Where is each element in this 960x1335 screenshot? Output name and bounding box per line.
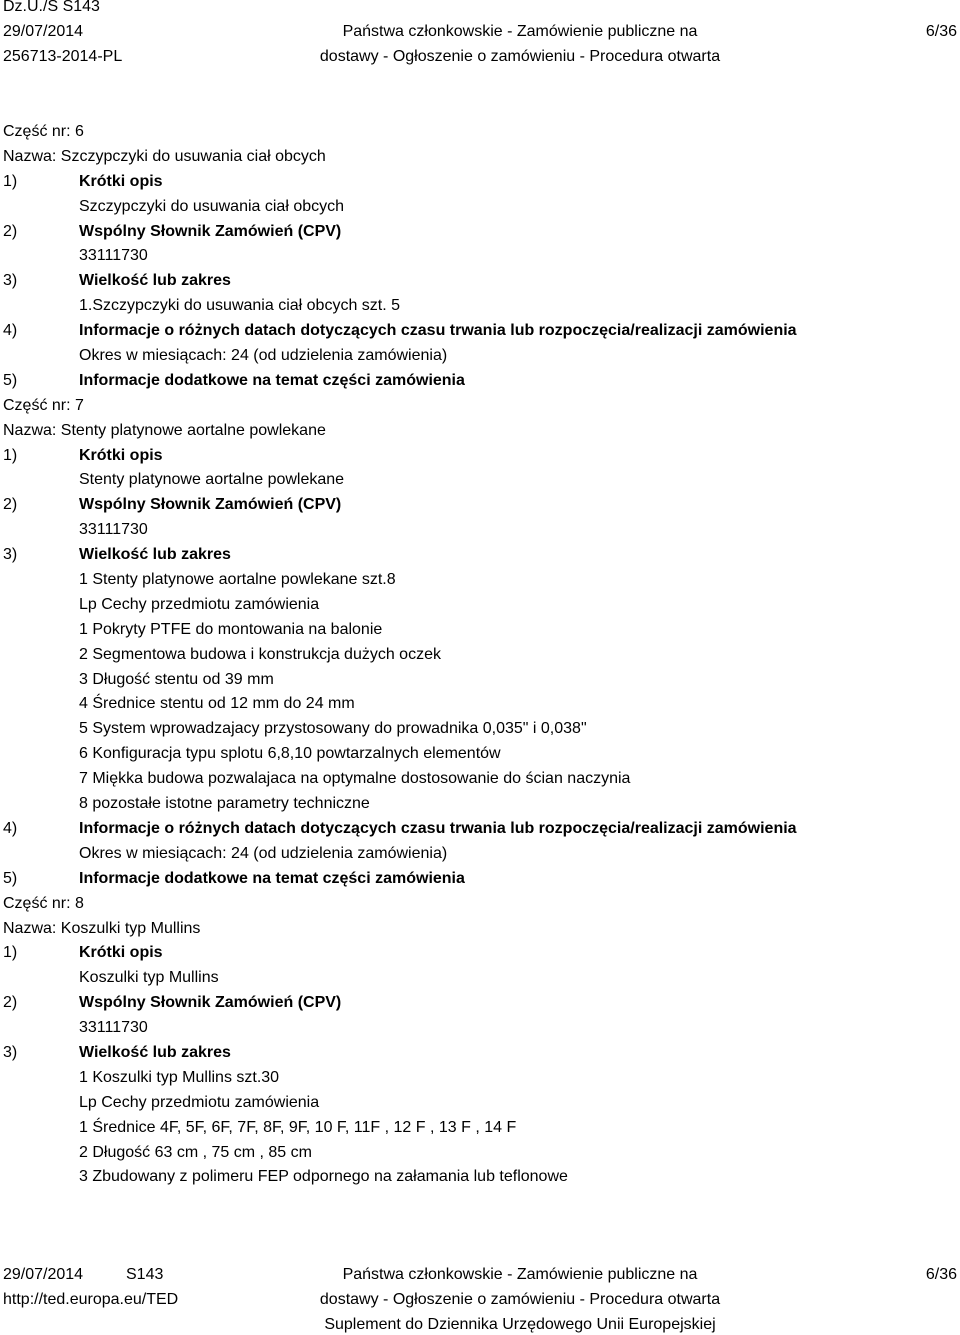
- body-line: [0, 1141, 960, 1166]
- notice-id: 256713-2014-PL: [3, 48, 123, 65]
- body-text: Okres w miesiącach: 24 (od udzielenia zamówienia): [79, 844, 448, 862]
- section-title: Wielkość lub zakres: [79, 546, 231, 564]
- section-heading: [0, 493, 960, 518]
- body-line: [0, 966, 960, 991]
- body-line: [0, 767, 960, 792]
- body-text: 3 Długość stentu od 39 mm: [79, 670, 274, 688]
- section-number: 3): [3, 546, 18, 564]
- part-line: [0, 394, 960, 419]
- part-text: Część nr: 8: [3, 894, 84, 912]
- section-heading: [0, 991, 960, 1016]
- part-text: Część nr: 6: [3, 123, 84, 140]
- header-title-line2: dostawy - Ogłoszenie o zamówieniu - Procedura otwarta: [319, 48, 721, 65]
- section-heading: [0, 867, 960, 892]
- document-body: [0, 120, 960, 1190]
- footer-date: 29/07/2014: [3, 1266, 84, 1283]
- section-title: Wspólny Słownik Zamówień (CPV): [79, 496, 342, 514]
- section-heading: [0, 444, 960, 469]
- section-heading: [0, 369, 960, 394]
- body-text: 1 Średnice 4F, 5F, 6F, 7F, 8F, 9F, 10 F, 11F , 12 F , 13 F , 14 F: [79, 1118, 517, 1136]
- section-title: Krótki opis: [79, 944, 163, 962]
- body-text: 33111730: [79, 521, 148, 539]
- body-line: [0, 1091, 960, 1116]
- journal-ref: Dz.U./S S143: [3, 0, 100, 15]
- part-line: [0, 120, 960, 145]
- section-heading: [0, 319, 960, 344]
- part-text: Część nr: 7: [3, 396, 84, 414]
- section-title: Wspólny Słownik Zamówień (CPV): [79, 222, 342, 240]
- body-text: 33111730: [79, 247, 148, 265]
- section-title: Wielkość lub zakres: [79, 1043, 231, 1061]
- section-heading: [0, 1041, 960, 1066]
- body-text: 2 Segmentowa budowa i konstrukcja dużych oczek: [79, 645, 441, 663]
- section-number: 1): [3, 446, 18, 464]
- section-title: Informacje o różnych datach dotyczących czasu trwania lub rozpoczęcia/realizacji zamówienia: [79, 819, 797, 837]
- section-number: 4): [3, 322, 18, 340]
- body-text: 1 Koszulki typ Mullins szt.30: [79, 1068, 280, 1086]
- body-text: 6 Konfiguracja typu splotu 6,8,10 powtarzalnych elementów: [79, 745, 501, 763]
- body-text: Okres w miesiącach: 24 (od udzielenia zamówienia): [79, 347, 448, 365]
- section-title: Krótki opis: [79, 446, 163, 464]
- part-line: [0, 917, 960, 942]
- body-text: 1.Szczypczyki do usuwania ciał obcych szt. 5: [79, 297, 401, 315]
- section-number: 1): [3, 944, 18, 962]
- body-line: [0, 842, 960, 867]
- footer-title-line2: dostawy - Ogłoszenie o zamówieniu - Procedura otwarta: [319, 1291, 721, 1308]
- body-line: [0, 643, 960, 668]
- body-line: [0, 593, 960, 618]
- part-line: [0, 419, 960, 444]
- body-text: 7 Miękka budowa pozwalajaca na optymalne dostosowanie do ścian naczynia: [79, 770, 631, 788]
- body-line: [0, 1066, 960, 1091]
- footer-title-line3: Suplement do Dziennika Urzędowego Unii Europejskiej: [324, 1316, 716, 1333]
- header-date: 29/07/2014: [3, 23, 84, 40]
- body-line: [0, 717, 960, 742]
- section-title: Wspólny Słownik Zamówień (CPV): [79, 994, 342, 1012]
- part-text: Nazwa: Koszulki typ Mullins: [3, 919, 201, 937]
- body-line: [0, 344, 960, 369]
- body-line: [0, 468, 960, 493]
- body-text: Lp Cechy przedmiotu zamówienia: [79, 595, 320, 613]
- body-line: [0, 692, 960, 717]
- page-footer: [0, 1263, 960, 1334]
- body-text: Koszulki typ Mullins: [79, 969, 219, 987]
- section-heading: [0, 269, 960, 294]
- body-line: [0, 568, 960, 593]
- body-text: 3 Zbudowany z polimeru FEP odpornego na załamania lub teflonowe: [79, 1168, 568, 1186]
- footer-title-line1: Państwa członkowskie - Zamówienie publiczne na: [342, 1266, 698, 1283]
- part-line: [0, 892, 960, 917]
- section-heading: [0, 220, 960, 245]
- body-line: [0, 742, 960, 767]
- footer-url[interactable]: http://ted.europa.eu/TED: [3, 1291, 179, 1308]
- body-line: [0, 1165, 960, 1190]
- body-text: 1 Stenty platynowe aortalne powlekane szt.8: [79, 571, 396, 589]
- body-line: [0, 1116, 960, 1141]
- body-text: 2 Długość 63 cm , 75 cm , 85 cm: [79, 1143, 312, 1161]
- body-line: [0, 668, 960, 693]
- body-text: Stenty platynowe aortalne powlekane: [79, 471, 345, 489]
- section-number: 2): [3, 994, 18, 1012]
- body-line: [0, 244, 960, 269]
- section-number: 1): [3, 172, 18, 190]
- section-title: Krótki opis: [79, 172, 163, 190]
- body-text: Szczypczyki do usuwania ciał obcych: [79, 197, 345, 215]
- section-number: 2): [3, 222, 18, 240]
- body-line: [0, 792, 960, 817]
- body-text: 33111730: [79, 1019, 148, 1037]
- section-number: 5): [3, 869, 18, 887]
- body-text: Lp Cechy przedmiotu zamówienia: [79, 1093, 320, 1111]
- page-header: [0, 0, 960, 70]
- body-line: [0, 1016, 960, 1041]
- section-heading: [0, 543, 960, 568]
- section-number: 3): [3, 272, 18, 290]
- footer-journal: S143: [126, 1266, 164, 1283]
- section-heading: [0, 170, 960, 195]
- section-number: 3): [3, 1043, 18, 1061]
- body-text: 8 pozostałe istotne parametry techniczne: [79, 795, 370, 813]
- section-heading: [0, 817, 960, 842]
- section-number: 4): [3, 819, 18, 837]
- section-title: Informacje dodatkowe na temat części zamówienia: [79, 869, 465, 887]
- body-text: 1 Pokryty PTFE do montowania na balonie: [79, 620, 383, 638]
- part-text: Nazwa: Szczypczyki do usuwania ciał obcych: [3, 147, 326, 165]
- section-title: Informacje o różnych datach dotyczących czasu trwania lub rozpoczęcia/realizacji zamówienia: [79, 322, 797, 340]
- page-number: 6/36: [925, 23, 957, 40]
- section-title: Wielkość lub zakres: [79, 272, 231, 290]
- section-heading: [0, 941, 960, 966]
- body-line: [0, 294, 960, 319]
- body-line: [0, 618, 960, 643]
- body-text: 5 System wprowadzajacy przystosowany do prowadnika 0,035" i 0,038": [79, 720, 587, 738]
- section-title: Informacje dodatkowe na temat części zamówienia: [79, 371, 465, 389]
- body-line: [0, 518, 960, 543]
- section-number: 5): [3, 371, 18, 389]
- footer-page-number: 6/36: [925, 1266, 957, 1283]
- part-line: [0, 145, 960, 170]
- header-title-line1: Państwa członkowskie - Zamówienie publiczne na: [342, 23, 698, 40]
- body-text: 4 Średnice stentu od 12 mm do 24 mm: [79, 695, 355, 713]
- body-line: [0, 195, 960, 220]
- section-number: 2): [3, 496, 18, 514]
- part-text: Nazwa: Stenty platynowe aortalne powlekane: [3, 421, 326, 439]
